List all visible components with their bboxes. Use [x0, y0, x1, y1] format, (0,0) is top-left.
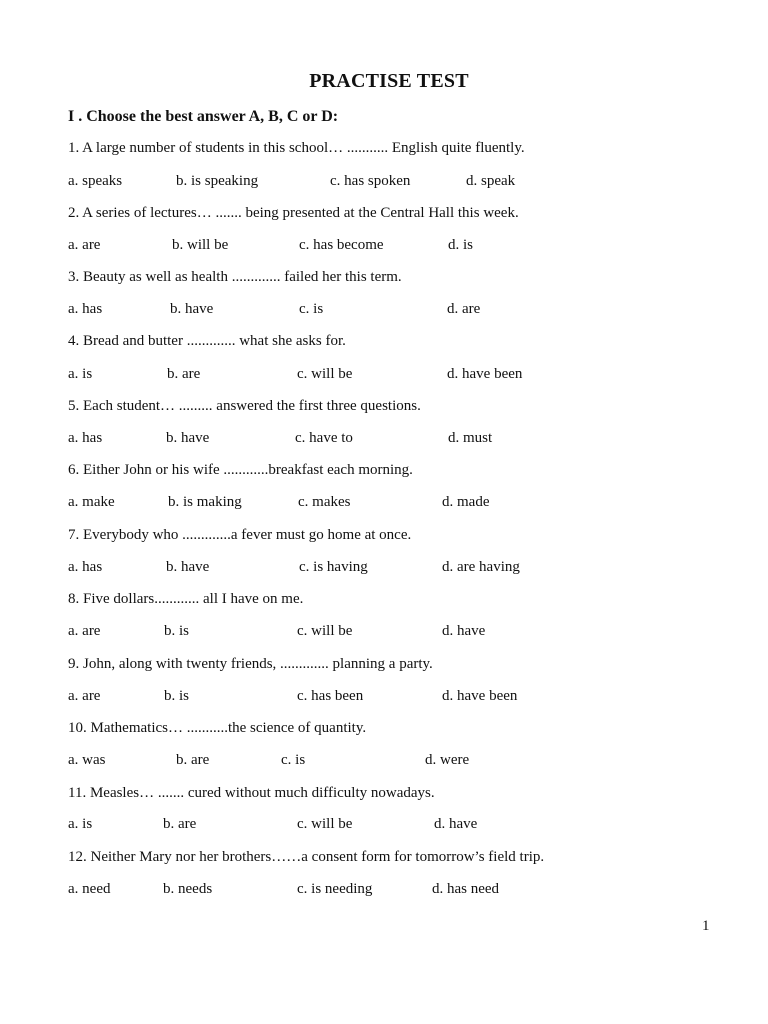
answer-option: b. are [176, 752, 210, 768]
question-text: 12. Neither Mary nor her brothers……a consent form for tomorrow’s field trip. [68, 849, 545, 865]
answer-option: d. are having [442, 559, 520, 575]
page-title: PRACTISE TEST [309, 70, 469, 92]
question-text: 9. John, along with twenty friends, ............. planning a party. [68, 656, 433, 672]
answer-options [68, 173, 708, 193]
answer-option: b. have [170, 301, 214, 317]
answer-option: c. is needing [297, 881, 373, 897]
answer-option: b. needs [163, 881, 213, 897]
answer-option: d. speak [466, 173, 516, 189]
answer-options [68, 301, 708, 321]
answer-option: c. will be [297, 816, 353, 832]
question-text: 3. Beauty as well as health ............. failed her this term. [68, 269, 402, 285]
answer-options [68, 237, 708, 257]
answer-options [68, 752, 708, 772]
question-text: 11. Measles… ....... cured without much difficulty nowadays. [68, 785, 435, 801]
answer-option: d. have been [447, 366, 523, 382]
answer-options [68, 430, 708, 450]
answer-options [68, 881, 708, 901]
answer-option: d. have been [442, 688, 518, 704]
question-text: 8. Five dollars............ all I have on me. [68, 591, 304, 607]
answer-option: a. are [68, 237, 101, 253]
question-text: 5. Each student… ......... answered the first three questions. [68, 398, 421, 414]
answer-option: a. is [68, 366, 93, 382]
answer-option: b. is making [168, 494, 242, 510]
answer-option: b. will be [172, 237, 229, 253]
answer-option: c. will be [297, 623, 353, 639]
answer-option: d. have [442, 623, 486, 639]
answer-option: c. will be [297, 366, 353, 382]
answer-option: b. are [163, 816, 197, 832]
answer-option: b. is speaking [176, 173, 259, 189]
answer-options [68, 816, 708, 836]
answer-option: c. has spoken [330, 173, 411, 189]
instruction-heading: I . Choose the best answer A, B, C or D: [68, 108, 339, 125]
answer-option: d. were [425, 752, 470, 768]
answer-option: a. is [68, 816, 93, 832]
page-number: 1 [702, 918, 710, 934]
answer-options [68, 688, 708, 708]
answer-option: d. must [448, 430, 493, 446]
answer-option: a. has [68, 301, 103, 317]
question-text: 6. Either John or his wife ............breakfast each morning. [68, 462, 413, 478]
answer-option: c. is [299, 301, 324, 317]
answer-option: c. makes [298, 494, 351, 510]
answer-option: b. is [164, 623, 190, 639]
answer-option: a. has [68, 559, 103, 575]
answer-option: b. are [167, 366, 201, 382]
answer-option: b. have [166, 430, 210, 446]
answer-option: a. make [68, 494, 115, 510]
answer-option: c. has been [297, 688, 364, 704]
answer-option: c. have to [295, 430, 353, 446]
answer-option: a. was [68, 752, 106, 768]
answer-option: d. has need [432, 881, 500, 897]
answer-option: d. is [448, 237, 474, 253]
answer-option: c. is [281, 752, 306, 768]
answer-option: d. made [442, 494, 490, 510]
answer-option: a. are [68, 688, 101, 704]
answer-options [68, 623, 708, 643]
question-text: 4. Bread and butter ............. what she asks for. [68, 333, 346, 349]
question-text: 10. Mathematics… ...........the science of quantity. [68, 720, 367, 736]
question-text: 7. Everybody who .............a fever must go home at once. [68, 527, 412, 543]
question-text: 1. A large number of students in this school… ........... English quite fluently. [68, 140, 525, 156]
answer-option: a. are [68, 623, 101, 639]
answer-options [68, 494, 708, 514]
question-text: 2. A series of lectures… ....... being presented at the Central Hall this week. [68, 205, 519, 221]
answer-option: a. has [68, 430, 103, 446]
answer-option: d. have [434, 816, 478, 832]
answer-option: d. are [447, 301, 481, 317]
answer-options [68, 559, 708, 579]
answer-option: c. is having [299, 559, 368, 575]
answer-option: c. has become [299, 237, 384, 253]
answer-option: a. need [68, 881, 111, 897]
answer-option: b. have [166, 559, 210, 575]
answer-option: a. speaks [68, 173, 123, 189]
answer-option: b. is [164, 688, 190, 704]
answer-options [68, 366, 708, 386]
